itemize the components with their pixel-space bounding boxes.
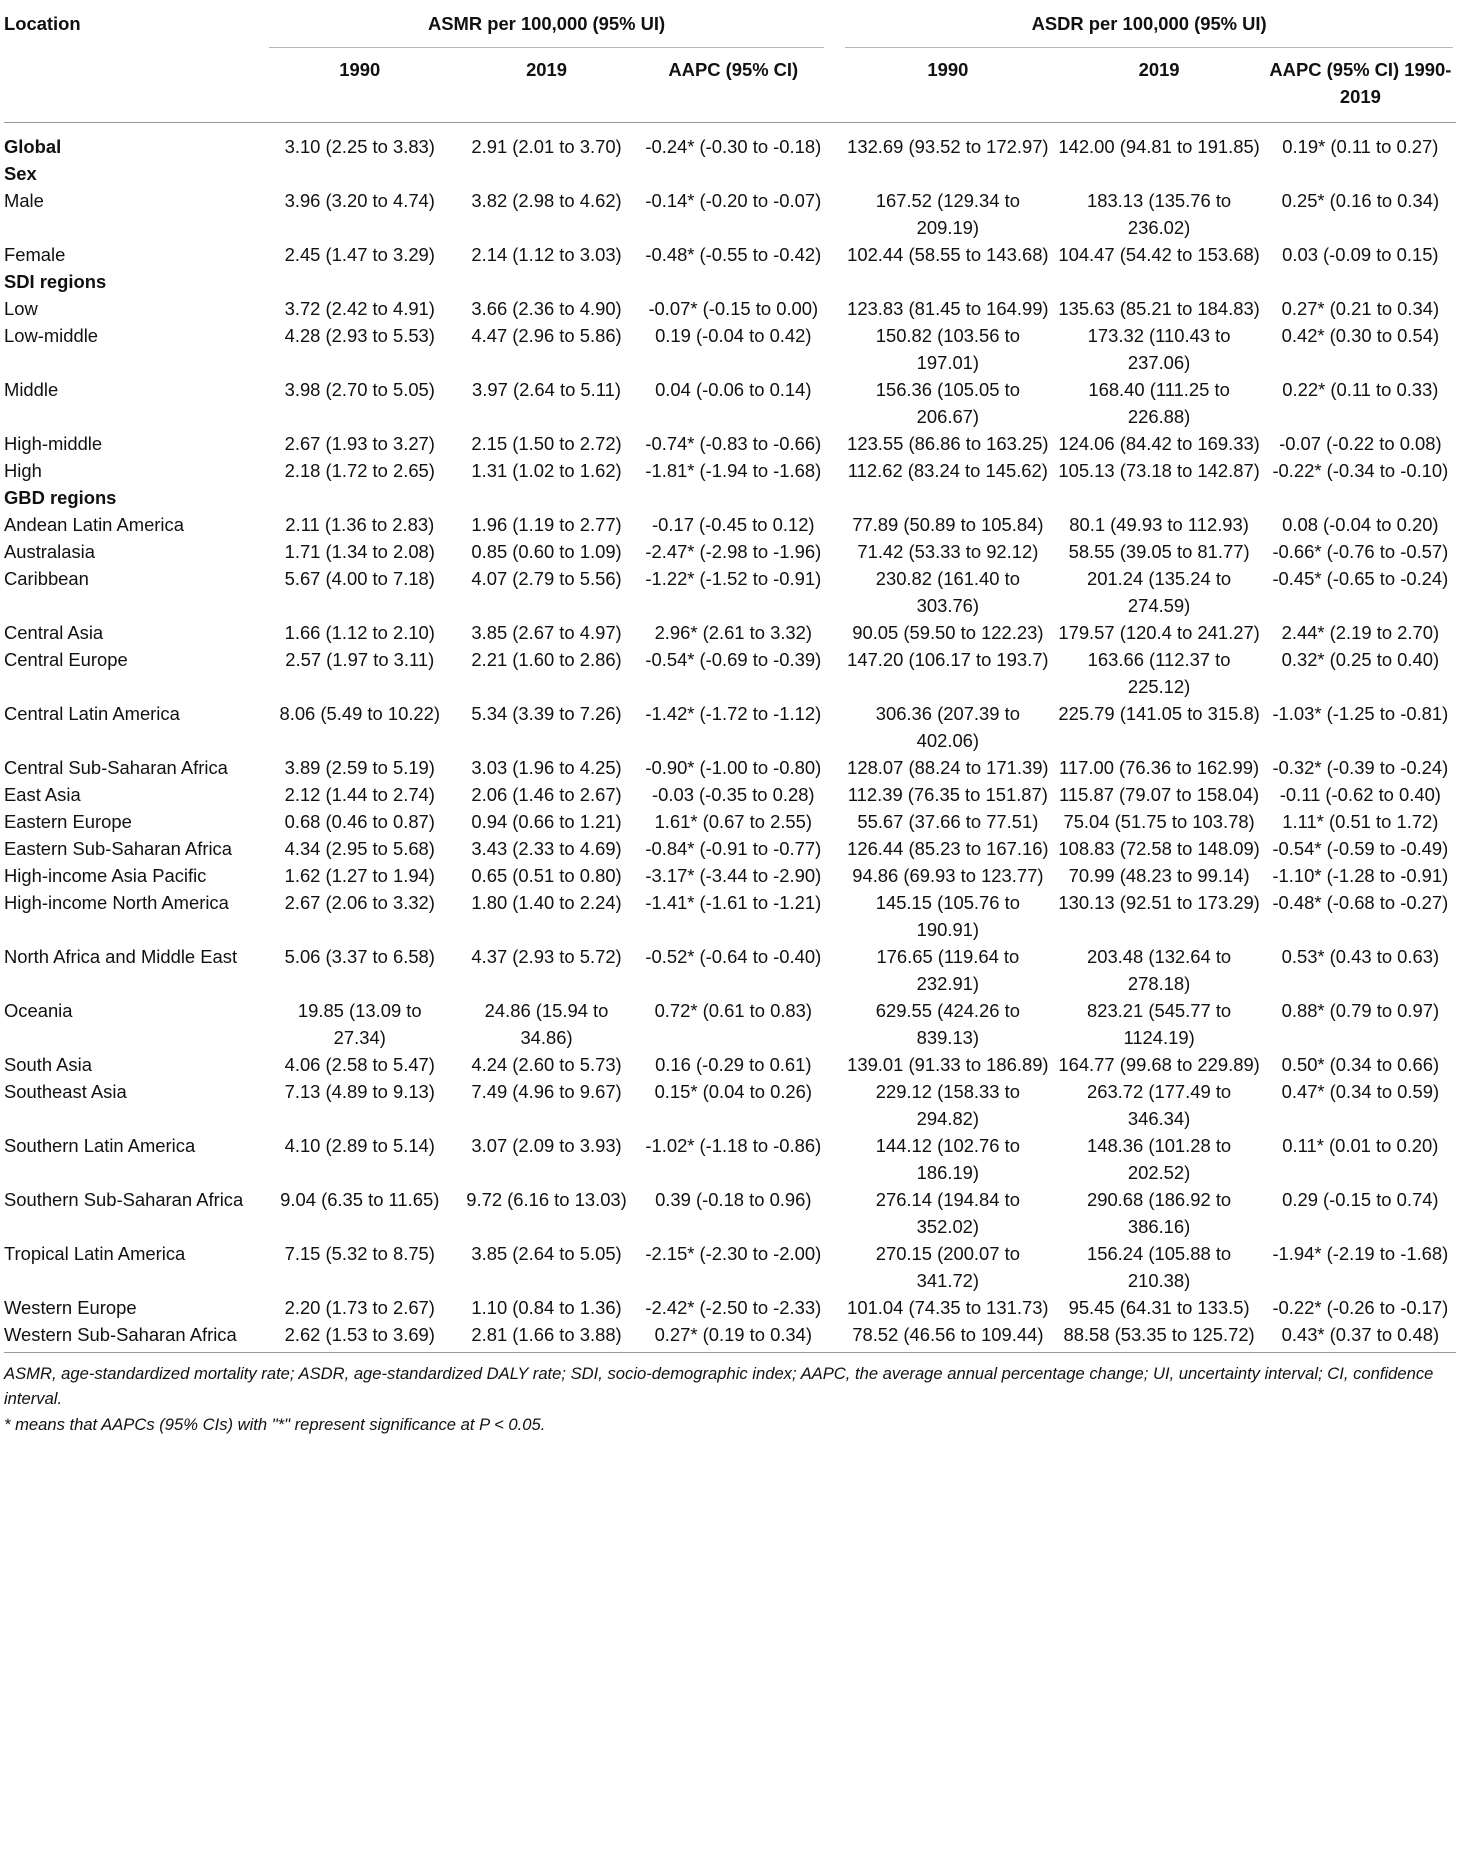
- asmr-aapc-cell: 0.16 (-0.29 to 0.61): [655, 1054, 812, 1075]
- column-group-asmr: ASMR per 100,000 (95% UI): [266, 6, 826, 50]
- asmr-aapc-cell: 0.19 (-0.04 to 0.42): [655, 325, 812, 346]
- asmr-aapc-cell: -1.02* (-1.18 to -0.86): [645, 1135, 822, 1156]
- asdr-2019-cell: 201.24 (135.24 to 274.59): [1086, 568, 1232, 616]
- asdr-1990-cell: 102.44 (58.55 to 143.68): [847, 244, 1049, 265]
- asmr-2019-cell: 2.21 (1.60 to 2.86): [471, 649, 622, 670]
- asmr-aapc-cell: -1.41* (-1.61 to -1.21): [645, 892, 822, 913]
- location-cell: Central Latin America: [4, 703, 180, 724]
- asmr-1990-cell: 7.15 (5.32 to 8.75): [284, 1243, 435, 1264]
- asmr-1990-cell: 2.20 (1.73 to 2.67): [284, 1297, 435, 1318]
- asmr-1990-cell: 0.68 (0.46 to 0.87): [284, 811, 435, 832]
- asmr-aapc-cell: -0.03 (-0.35 to 0.28): [652, 784, 815, 805]
- asmr-2019-cell: 5.34 (3.39 to 7.26): [471, 703, 622, 724]
- location-cell: High-income Asia Pacific: [4, 865, 207, 886]
- asmr-2019-cell: 0.85 (0.60 to 1.09): [471, 541, 622, 562]
- asdr-1990-cell: 112.62 (83.24 to 145.62): [847, 460, 1048, 481]
- location-cell: Male: [4, 190, 44, 211]
- asdr-aapc-cell: -0.66* (-0.76 to -0.57): [1272, 541, 1449, 562]
- column-header-location: Location: [4, 13, 81, 34]
- asmr-1990-cell: 3.98 (2.70 to 5.05): [284, 379, 435, 400]
- table-row: [4, 123, 1456, 161]
- asmr-2019-cell: 24.86 (15.94 to 34.86): [484, 1000, 609, 1048]
- table-row: [4, 430, 1456, 457]
- data-table: [4, 6, 1456, 1348]
- footnote-abbreviations: ASMR, age-standardized mortality rate; ASDR, age-standardized DALY rate; SDI, socio-demographic index; AAPC, the average annual percentage change; UI, uncertainty interval; CI, confidence interval.: [4, 1364, 1434, 1408]
- asmr-2019-cell: 9.72 (6.16 to 13.03): [466, 1189, 627, 1210]
- asdr-aapc-cell: 0.43* (0.37 to 0.48): [1281, 1324, 1440, 1345]
- asmr-aapc-cell: 2.96* (2.61 to 3.32): [654, 622, 813, 643]
- asdr-1990-cell: 126.44 (85.23 to 167.16): [847, 838, 1049, 859]
- footnote-significance: * means that AAPCs (95% CIs) with "*" represent significance at P < 0.05.: [4, 1415, 546, 1434]
- asdr-aapc-cell: 0.50* (0.34 to 0.66): [1281, 1054, 1440, 1075]
- asmr-1990-cell: 3.72 (2.42 to 4.91): [284, 298, 435, 319]
- asdr-1990-cell: 139.01 (91.33 to 186.89): [847, 1054, 1049, 1075]
- table-row: [4, 781, 1456, 808]
- table-row: [4, 565, 1456, 619]
- asdr-1990-cell: 145.15 (105.76 to 190.91): [875, 892, 1020, 940]
- asdr-1990-cell: 101.04 (74.35 to 131.73): [847, 1297, 1049, 1318]
- asmr-aapc-cell: 0.72* (0.61 to 0.83): [654, 1000, 813, 1021]
- asdr-2019-cell: 148.36 (101.28 to 202.52): [1086, 1135, 1232, 1183]
- asmr-2019-cell: 1.10 (0.84 to 1.36): [471, 1297, 622, 1318]
- asdr-1990-cell: 123.83 (81.45 to 164.99): [847, 298, 1049, 319]
- asmr-2019-cell: 3.66 (2.36 to 4.90): [471, 298, 622, 319]
- table-row: [4, 187, 1456, 241]
- asdr-1990-cell: 276.14 (194.84 to 352.02): [875, 1189, 1020, 1237]
- asdr-1990-cell: 150.82 (103.56 to 197.01): [875, 325, 1020, 373]
- asmr-2019-cell: 3.43 (2.33 to 4.69): [471, 838, 622, 859]
- asmr-1990-cell: 2.11 (1.36 to 2.83): [285, 514, 435, 535]
- asdr-2019-cell: 75.04 (51.75 to 103.78): [1063, 811, 1255, 832]
- location-cell: High: [4, 460, 42, 481]
- asdr-aapc-cell: -1.10* (-1.28 to -0.91): [1272, 865, 1449, 886]
- location-cell: High-income North America: [4, 892, 229, 913]
- location-cell: Central Sub-Saharan Africa: [4, 757, 228, 778]
- location-cell: Southern Sub-Saharan Africa: [4, 1189, 244, 1210]
- asmr-1990-cell: 9.04 (6.35 to 11.65): [280, 1189, 440, 1210]
- asdr-2019-cell: 135.63 (85.21 to 184.83): [1058, 298, 1260, 319]
- asdr-1990-cell: 176.65 (119.64 to 232.91): [876, 946, 1020, 994]
- table-row: [4, 700, 1456, 754]
- asmr-2019-cell: 2.06 (1.46 to 2.67): [471, 784, 622, 805]
- asdr-2019-cell: 104.47 (54.42 to 153.68): [1058, 244, 1260, 265]
- table-row: [4, 754, 1456, 781]
- asdr-2019-cell: 124.06 (84.42 to 169.33): [1058, 433, 1260, 454]
- asmr-aapc-cell: -0.84* (-0.91 to -0.77): [645, 838, 822, 859]
- asdr-2019-cell: 58.55 (39.05 to 81.77): [1068, 541, 1250, 562]
- asdr-aapc-cell: 2.44* (2.19 to 2.70): [1281, 622, 1440, 643]
- table-row: [4, 538, 1456, 565]
- asmr-1990-cell: 4.10 (2.89 to 5.14): [284, 1135, 435, 1156]
- asmr-aapc-cell: -0.54* (-0.69 to -0.39): [645, 649, 822, 670]
- asmr-2019-cell: 3.85 (2.67 to 4.97): [471, 622, 622, 643]
- asmr-1990-cell: 7.13 (4.89 to 9.13): [284, 1081, 435, 1102]
- asdr-2019-cell: 290.68 (186.92 to 386.16): [1086, 1189, 1232, 1237]
- location-cell: Low: [4, 298, 38, 319]
- asdr-2019-cell: 108.83 (72.58 to 148.09): [1058, 838, 1260, 859]
- asdr-1990-cell: 144.12 (102.76 to 186.19): [875, 1135, 1020, 1183]
- asdr-1990-cell: 71.42 (53.33 to 92.12): [857, 541, 1039, 562]
- asmr-aapc-cell: -1.22* (-1.52 to -0.91): [645, 568, 822, 589]
- asdr-aapc-cell: -0.45* (-0.65 to -0.24): [1272, 568, 1449, 589]
- asdr-aapc-cell: -0.07 (-0.22 to 0.08): [1279, 433, 1442, 454]
- asmr-1990-cell: 5.67 (4.00 to 7.18): [284, 568, 435, 589]
- section-label: GBD regions: [4, 487, 117, 508]
- table-body: [4, 123, 1456, 1349]
- asdr-aapc-cell: -0.22* (-0.26 to -0.17): [1272, 1297, 1449, 1318]
- asdr-2019-cell: 70.99 (48.23 to 99.14): [1068, 865, 1250, 886]
- table-row: [4, 808, 1456, 835]
- asmr-1990-cell: 2.62 (1.53 to 3.69): [284, 1324, 435, 1345]
- asdr-1990-cell: 90.05 (59.50 to 122.23): [852, 622, 1044, 643]
- asdr-aapc-cell: -0.32* (-0.39 to -0.24): [1272, 757, 1449, 778]
- asmr-aapc-cell: -2.42* (-2.50 to -2.33): [645, 1297, 822, 1318]
- asmr-aapc-cell: -1.81* (-1.94 to -1.68): [645, 460, 822, 481]
- asdr-1990-cell: 123.55 (86.86 to 163.25): [847, 433, 1049, 454]
- asmr-2019-cell: 3.07 (2.09 to 3.93): [471, 1135, 622, 1156]
- asmr-2019-cell: 0.94 (0.66 to 1.21): [471, 811, 622, 832]
- location-cell: North Africa and Middle East: [4, 946, 238, 967]
- column-header-asdr-2019: 2019: [1053, 50, 1264, 123]
- location-cell: Middle: [4, 379, 59, 400]
- asmr-aapc-cell: -0.24* (-0.30 to -0.18): [645, 136, 822, 157]
- section-row: [4, 484, 1456, 511]
- asdr-aapc-cell: 0.03 (-0.09 to 0.15): [1282, 244, 1439, 265]
- location-cell: Eastern Europe: [4, 811, 132, 832]
- asmr-2019-cell: 3.85 (2.64 to 5.05): [471, 1243, 622, 1264]
- asdr-2019-cell: 168.40 (111.25 to 226.88): [1088, 379, 1230, 427]
- asmr-1990-cell: 1.71 (1.34 to 2.08): [284, 541, 435, 562]
- table-row: [4, 457, 1456, 484]
- asdr-1990-cell: 156.36 (105.05 to 206.67): [875, 379, 1020, 427]
- location-cell: South Asia: [4, 1054, 92, 1075]
- asmr-2019-cell: 3.03 (1.96 to 4.25): [471, 757, 622, 778]
- column-group-asdr: ASDR per 100,000 (95% UI): [842, 6, 1456, 50]
- location-cell: Australasia: [4, 541, 95, 562]
- asdr-aapc-cell: -0.54* (-0.59 to -0.49): [1272, 838, 1449, 859]
- asmr-1990-cell: 2.67 (1.93 to 3.27): [284, 433, 435, 454]
- asdr-1990-cell: 147.20 (106.17 to 193.7): [847, 649, 1049, 670]
- asmr-2019-cell: 2.15 (1.50 to 2.72): [471, 433, 622, 454]
- asdr-1990-cell: 128.07 (88.24 to 171.39): [847, 757, 1049, 778]
- asdr-2019-cell: 179.57 (120.4 to 241.27): [1058, 622, 1260, 643]
- asdr-aapc-cell: 0.53* (0.43 to 0.63): [1281, 946, 1440, 967]
- asdr-aapc-cell: 0.32* (0.25 to 0.40): [1281, 649, 1440, 670]
- asmr-aapc-cell: 1.61* (0.67 to 2.55): [654, 811, 813, 832]
- asmr-aapc-cell: -0.14* (-0.20 to -0.07): [645, 190, 822, 211]
- asdr-2019-cell: 115.87 (79.07 to 158.04): [1059, 784, 1260, 805]
- asdr-aapc-cell: 0.88* (0.79 to 0.97): [1281, 1000, 1440, 1021]
- asdr-aapc-cell: 0.11* (0.01 to 0.20): [1282, 1135, 1439, 1156]
- asmr-1990-cell: 4.34 (2.95 to 5.68): [284, 838, 435, 859]
- asmr-aapc-cell: 0.27* (0.19 to 0.34): [654, 1324, 813, 1345]
- table-row: [4, 376, 1456, 430]
- location-cell: High-middle: [4, 433, 103, 454]
- location-cell: Western Sub-Saharan Africa: [4, 1324, 237, 1345]
- column-header-asdr-aapc: AAPC (95% CI) 1990-2019: [1265, 50, 1456, 123]
- asdr-2019-cell: 163.66 (112.37 to 225.12): [1087, 649, 1231, 697]
- asdr-1990-cell: 629.55 (424.26 to 839.13): [875, 1000, 1020, 1048]
- asdr-aapc-cell: -0.11 (-0.62 to 0.40): [1279, 784, 1441, 805]
- location-cell: Central Asia: [4, 622, 104, 643]
- asdr-aapc-cell: 0.27* (0.21 to 0.34): [1281, 298, 1440, 319]
- column-header-asdr-1990: 1990: [842, 50, 1053, 123]
- location-cell: Low-middle: [4, 325, 99, 346]
- asdr-2019-cell: 88.58 (53.35 to 125.72): [1063, 1324, 1255, 1345]
- asmr-aapc-cell: 0.15* (0.04 to 0.26): [654, 1081, 813, 1102]
- asmr-1990-cell: 1.66 (1.12 to 2.10): [284, 622, 435, 643]
- asdr-1990-cell: 230.82 (161.40 to 303.76): [875, 568, 1020, 616]
- asdr-1990-cell: 229.12 (158.33 to 294.82): [875, 1081, 1020, 1129]
- table-row: [4, 1051, 1456, 1078]
- table-row: [4, 997, 1456, 1051]
- asmr-aapc-cell: -3.17* (-3.44 to -2.90): [645, 865, 822, 886]
- column-header-asmr-2019: 2019: [453, 50, 640, 123]
- asdr-1990-cell: 55.67 (37.66 to 77.51): [857, 811, 1039, 832]
- asmr-aapc-cell: 0.39 (-0.18 to 0.96): [655, 1189, 812, 1210]
- table-row: [4, 295, 1456, 322]
- asdr-aapc-cell: 0.22* (0.11 to 0.33): [1282, 379, 1439, 400]
- asdr-2019-cell: 95.45 (64.31 to 133.5): [1068, 1297, 1250, 1318]
- table-footnotes: [4, 1352, 1456, 1437]
- asdr-2019-cell: 225.79 (141.05 to 315.8): [1058, 703, 1260, 724]
- asmr-2019-cell: 4.07 (2.79 to 5.56): [471, 568, 622, 589]
- column-header-asmr-1990: 1990: [266, 50, 453, 123]
- asdr-1990-cell: 78.52 (46.56 to 109.44): [852, 1324, 1044, 1345]
- asdr-aapc-cell: -1.94* (-2.19 to -1.68): [1272, 1243, 1449, 1264]
- asdr-2019-cell: 105.13 (73.18 to 142.87): [1058, 460, 1260, 481]
- table-row: [4, 1321, 1456, 1348]
- asdr-2019-cell: 263.72 (177.49 to 346.34): [1086, 1081, 1232, 1129]
- table-row: [4, 1186, 1456, 1240]
- table-row: [4, 1132, 1456, 1186]
- asmr-2019-cell: 0.65 (0.51 to 0.80): [471, 865, 622, 886]
- asmr-1990-cell: 4.28 (2.93 to 5.53): [284, 325, 435, 346]
- section-label: Sex: [4, 163, 37, 184]
- asdr-2019-cell: 164.77 (99.68 to 229.89): [1058, 1054, 1260, 1075]
- table-row: [4, 646, 1456, 700]
- asmr-1990-cell: 4.06 (2.58 to 5.47): [284, 1054, 435, 1075]
- asdr-1990-cell: 94.86 (69.93 to 123.77): [852, 865, 1044, 886]
- asmr-2019-cell: 1.80 (1.40 to 2.24): [471, 892, 622, 913]
- asmr-aapc-cell: -0.07* (-0.15 to 0.00): [648, 298, 819, 319]
- asmr-1990-cell: 2.18 (1.72 to 2.65): [284, 460, 435, 481]
- asmr-1990-cell: 19.85 (13.09 to 27.34): [297, 1000, 422, 1048]
- asdr-2019-cell: 130.13 (92.51 to 173.29): [1058, 892, 1260, 913]
- table-row: [4, 619, 1456, 646]
- location-cell: Eastern Sub-Saharan Africa: [4, 838, 232, 859]
- location-cell: Caribbean: [4, 568, 89, 589]
- asmr-2019-cell: 4.37 (2.93 to 5.72): [471, 946, 622, 967]
- table-row: [4, 1294, 1456, 1321]
- asmr-2019-cell: 3.97 (2.64 to 5.11): [472, 379, 621, 400]
- header-row-columns: [4, 50, 1456, 123]
- section-row: [4, 268, 1456, 295]
- location-cell: Oceania: [4, 1000, 73, 1021]
- asmr-2019-cell: 3.82 (2.98 to 4.62): [471, 190, 622, 211]
- asdr-2019-cell: 156.24 (105.88 to 210.38): [1086, 1243, 1232, 1291]
- asdr-aapc-cell: 1.11* (0.51 to 1.72): [1282, 811, 1439, 832]
- header-row-groups: [4, 6, 1456, 50]
- asmr-aapc-cell: 0.04 (-0.06 to 0.14): [655, 379, 812, 400]
- location-cell: Tropical Latin America: [4, 1243, 186, 1264]
- asdr-aapc-cell: -1.03* (-1.25 to -0.81): [1272, 703, 1449, 724]
- asmr-1990-cell: 2.57 (1.97 to 3.11): [285, 649, 435, 670]
- asdr-aapc-cell: 0.25* (0.16 to 0.34): [1281, 190, 1440, 211]
- location-cell: Western Europe: [4, 1297, 137, 1318]
- location-cell: Central Europe: [4, 649, 128, 670]
- asmr-1990-cell: 1.62 (1.27 to 1.94): [284, 865, 435, 886]
- asmr-1990-cell: 3.89 (2.59 to 5.19): [284, 757, 435, 778]
- asmr-aapc-cell: -0.74* (-0.83 to -0.66): [645, 433, 822, 454]
- location-cell: Southeast Asia: [4, 1081, 127, 1102]
- asmr-2019-cell: 2.14 (1.12 to 3.03): [471, 244, 622, 265]
- asdr-1990-cell: 167.52 (129.34 to 209.19): [875, 190, 1020, 238]
- asmr-1990-cell: 2.45 (1.47 to 3.29): [284, 244, 435, 265]
- table-row: [4, 889, 1456, 943]
- asdr-aapc-cell: -0.48* (-0.68 to -0.27): [1272, 892, 1449, 913]
- section-row: [4, 160, 1456, 187]
- asdr-aapc-cell: 0.08 (-0.04 to 0.20): [1282, 514, 1439, 535]
- table-row: [4, 862, 1456, 889]
- asmr-1990-cell: 3.10 (2.25 to 3.83): [284, 136, 435, 157]
- asmr-aapc-cell: -0.48* (-0.55 to -0.42): [645, 244, 822, 265]
- asmr-1990-cell: 8.06 (5.49 to 10.22): [279, 703, 441, 724]
- asdr-1990-cell: 306.36 (207.39 to 402.06): [875, 703, 1020, 751]
- table-row: [4, 835, 1456, 862]
- table-row: [4, 1078, 1456, 1132]
- location-cell: Southern Latin America: [4, 1135, 196, 1156]
- asdr-2019-cell: 183.13 (135.76 to 236.02): [1086, 190, 1232, 238]
- asmr-1990-cell: 2.67 (2.06 to 3.32): [284, 892, 435, 913]
- location-cell: Female: [4, 244, 66, 265]
- asmr-2019-cell: 2.81 (1.66 to 3.88): [471, 1324, 622, 1345]
- asmr-aapc-cell: -2.15* (-2.30 to -2.00): [645, 1243, 822, 1264]
- table-row: [4, 943, 1456, 997]
- asmr-2019-cell: 4.47 (2.96 to 5.86): [471, 325, 622, 346]
- asdr-aapc-cell: 0.29 (-0.15 to 0.74): [1282, 1189, 1439, 1210]
- table-row: [4, 1240, 1456, 1294]
- section-label: SDI regions: [4, 271, 107, 292]
- table-row: [4, 511, 1456, 538]
- asdr-1990-cell: 112.39 (76.35 to 151.87): [847, 784, 1048, 805]
- asmr-2019-cell: 1.96 (1.19 to 2.77): [471, 514, 622, 535]
- asdr-aapc-cell: -0.22* (-0.34 to -0.10): [1272, 460, 1449, 481]
- asdr-2019-cell: 80.1 (49.93 to 112.93): [1069, 514, 1249, 535]
- location-cell: Andean Latin America: [4, 514, 184, 535]
- asmr-aapc-cell: -0.90* (-1.00 to -0.80): [645, 757, 822, 778]
- asmr-aapc-cell: -0.52* (-0.64 to -0.40): [645, 946, 822, 967]
- location-cell: Global: [4, 136, 62, 157]
- asdr-2019-cell: 173.32 (110.43 to 237.06): [1087, 325, 1231, 373]
- asdr-2019-cell: 142.00 (94.81 to 191.85): [1058, 136, 1260, 157]
- asdr-2019-cell: 117.00 (76.36 to 162.99): [1059, 757, 1260, 778]
- asmr-2019-cell: 2.91 (2.01 to 3.70): [471, 136, 622, 157]
- asmr-aapc-cell: -2.47* (-2.98 to -1.96): [645, 541, 822, 562]
- asmr-2019-cell: 1.31 (1.02 to 1.62): [471, 460, 622, 481]
- table-row: [4, 241, 1456, 268]
- asdr-aapc-cell: 0.42* (0.30 to 0.54): [1281, 325, 1440, 346]
- asmr-2019-cell: 4.24 (2.60 to 5.73): [471, 1054, 622, 1075]
- location-cell: East Asia: [4, 784, 81, 805]
- asdr-1990-cell: 270.15 (200.07 to 341.72): [875, 1243, 1020, 1291]
- asdr-1990-cell: 77.89 (50.89 to 105.84): [852, 514, 1044, 535]
- asmr-1990-cell: 5.06 (3.37 to 6.58): [284, 946, 435, 967]
- asmr-aapc-cell: -0.17 (-0.45 to 0.12): [652, 514, 815, 535]
- asdr-aapc-cell: 0.47* (0.34 to 0.59): [1281, 1081, 1440, 1102]
- asmr-1990-cell: 3.96 (3.20 to 4.74): [284, 190, 435, 211]
- asdr-2019-cell: 203.48 (132.64 to 278.18): [1086, 946, 1232, 994]
- asmr-aapc-cell: -1.42* (-1.72 to -1.12): [645, 703, 822, 724]
- asmr-2019-cell: 7.49 (4.96 to 9.67): [471, 1081, 622, 1102]
- asdr-1990-cell: 132.69 (93.52 to 172.97): [847, 136, 1049, 157]
- asmr-1990-cell: 2.12 (1.44 to 2.74): [284, 784, 435, 805]
- table-row: [4, 322, 1456, 376]
- asdr-aapc-cell: 0.19* (0.11 to 0.27): [1282, 136, 1439, 157]
- asdr-2019-cell: 823.21 (545.77 to 1124.19): [1086, 1000, 1232, 1048]
- column-header-asmr-aapc: AAPC (95% CI): [640, 50, 827, 123]
